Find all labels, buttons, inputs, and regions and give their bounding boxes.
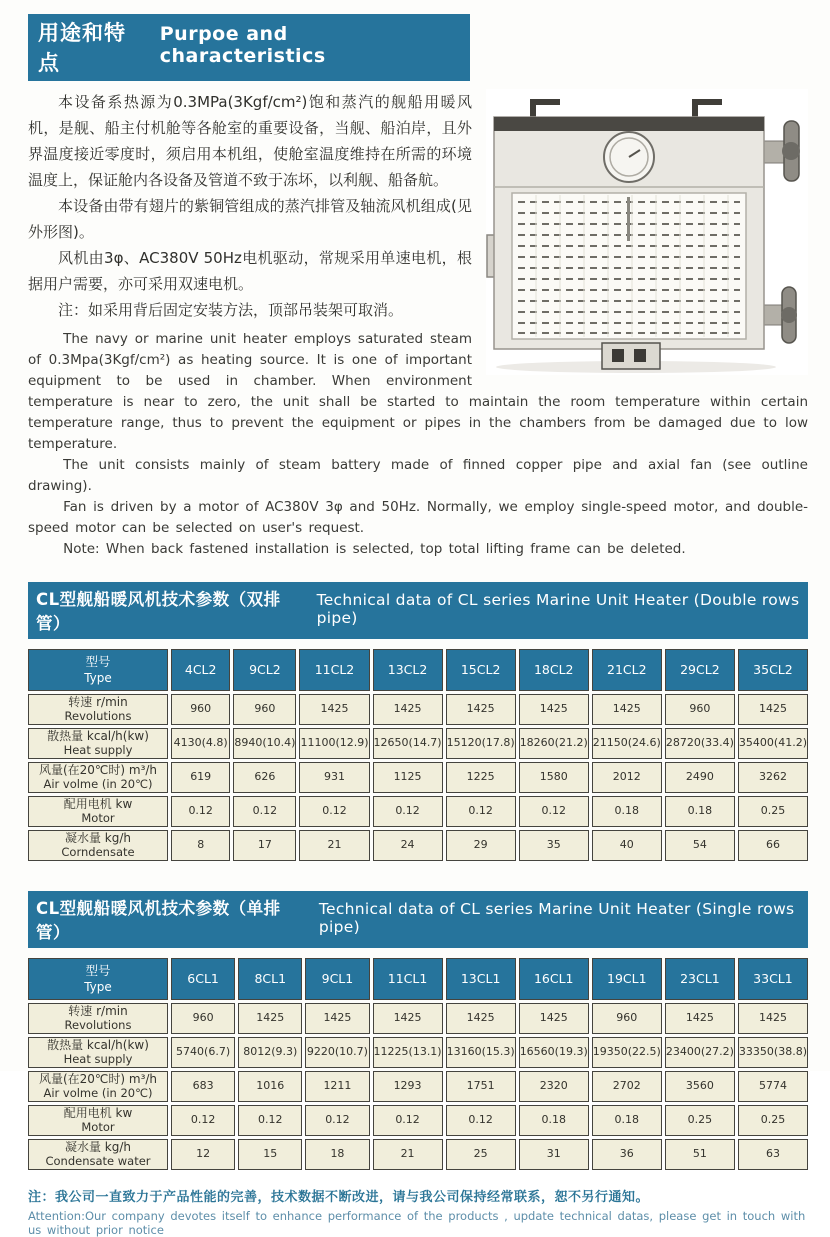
value-cell: 0.12 xyxy=(238,1105,302,1136)
value-cell: 19350(22.5) xyxy=(592,1037,662,1068)
value-cell: 8 xyxy=(171,830,230,861)
value-cell: 9220(10.7) xyxy=(305,1037,369,1068)
value-cell: 683 xyxy=(171,1071,235,1102)
table-title-en: Technical data of CL series Marine Unit Heater (Single rows pipe) xyxy=(318,900,795,936)
value-cell: 0.12 xyxy=(299,796,369,827)
value-cell: 36 xyxy=(592,1139,662,1170)
value-cell: 4130(4.8) xyxy=(171,728,230,759)
value-cell: 28720(33.4) xyxy=(665,728,735,759)
row-label-cell: 风量(在20℃时) m³/h Air volme (in 20℃) xyxy=(28,762,168,793)
data-table-double-rows xyxy=(28,649,808,861)
type-header-cell: 型号 Type xyxy=(28,958,168,1000)
value-cell: 960 xyxy=(233,694,296,725)
value-cell: 960 xyxy=(171,1003,235,1034)
model-header-cell: 11CL1 xyxy=(373,958,443,1000)
row-label-cell: 配用电机 kw Motor xyxy=(28,796,168,827)
model-header-cell: 33CL1 xyxy=(738,958,808,1000)
value-cell: 619 xyxy=(171,762,230,793)
row-label-cell: 散热量 kcal/h(kw) Heat supply xyxy=(28,1037,168,1068)
value-cell: 0.18 xyxy=(519,1105,589,1136)
value-cell: 1425 xyxy=(738,694,808,725)
row-label-cell: 转速 r/min Revolutions xyxy=(28,1003,168,1034)
value-cell: 0.18 xyxy=(592,796,662,827)
value-cell: 33350(38.8) xyxy=(738,1037,808,1068)
value-cell: 2320 xyxy=(519,1071,589,1102)
value-cell: 1125 xyxy=(373,762,443,793)
value-cell: 25 xyxy=(446,1139,516,1170)
value-cell: 0.12 xyxy=(373,1105,443,1136)
value-cell: 960 xyxy=(665,694,735,725)
page-title-en: Purpoe and characteristics xyxy=(159,23,326,67)
model-header-cell: 11CL2 xyxy=(299,649,369,691)
value-cell: 5774 xyxy=(738,1071,808,1102)
value-cell: 18 xyxy=(305,1139,369,1170)
intro-paragraph-en-1: The navy or marine unit heater employs saturated steam of 0.3Mpa(3Kgf/cm²) as heating source. It is one of important equipment to be used in chamber. When environment temperature is near to zero, the unit shall be started to maintain the room temperature within certain temperature range, thus to prevent the equipment or pipes in the chambers from be damaged due to low temperature. xyxy=(28,331,808,452)
value-cell: 1425 xyxy=(373,1003,443,1034)
footer-note-en: Attention:Our company devotes itself to enhance performance of the products , update technical datas, please get in touch with us without prior notice xyxy=(28,1209,806,1237)
value-cell: 0.12 xyxy=(373,796,443,827)
value-cell: 40 xyxy=(592,830,662,861)
model-header-cell: 35CL2 xyxy=(738,649,808,691)
value-cell: 1425 xyxy=(446,1003,516,1034)
value-cell: 66 xyxy=(738,830,808,861)
value-cell: 2490 xyxy=(665,762,735,793)
value-cell: 35400(41.2) xyxy=(738,728,808,759)
intro-paragraph-en-2: The unit consists mainly of steam battery made of finned copper pipe and axial fan (see outline drawing). xyxy=(28,457,808,494)
table-title-zh: CL型舰船暖风机技术参数（单排管） xyxy=(36,899,281,942)
intro-note-en: Note: When back fastened installation is selected, top total lifting frame can be deleted. xyxy=(63,541,686,557)
table-title-en: Technical data of CL series Marine Unit Heater (Double rows pipe) xyxy=(316,591,800,627)
model-header-cell: 13CL1 xyxy=(446,958,516,1000)
value-cell: 1751 xyxy=(446,1071,516,1102)
value-cell: 2012 xyxy=(592,762,662,793)
value-cell: 960 xyxy=(592,1003,662,1034)
model-header-cell: 15CL2 xyxy=(446,649,516,691)
model-header-cell: 6CL1 xyxy=(171,958,235,1000)
data-table-single-rows xyxy=(28,958,808,1170)
model-header-cell: 9CL1 xyxy=(305,958,369,1000)
model-header-cell: 21CL2 xyxy=(592,649,662,691)
value-cell: 1425 xyxy=(592,694,662,725)
row-label-cell: 凝水量 kg/h Condensate water xyxy=(28,1139,168,1170)
value-cell: 24 xyxy=(373,830,443,861)
value-cell: 1580 xyxy=(519,762,589,793)
value-cell: 15120(17.8) xyxy=(446,728,516,759)
value-cell: 54 xyxy=(665,830,735,861)
row-label-cell: 风量(在20℃时) m³/h Air volme (in 20℃) xyxy=(28,1071,168,1102)
value-cell: 1425 xyxy=(373,694,443,725)
heater-illustration xyxy=(486,89,808,375)
value-cell: 15 xyxy=(238,1139,302,1170)
value-cell: 17 xyxy=(233,830,296,861)
value-cell: 63 xyxy=(738,1139,808,1170)
value-cell: 0.12 xyxy=(171,796,230,827)
table-section-double-rows xyxy=(28,582,808,861)
table-title-double-rows xyxy=(28,582,808,639)
intro-paragraph-zh-1: 本设备系热源为0.3MPa(3Kgf/cm²)饱和蒸汽的舰船用暖风机，是舰、船主付机舱等各舱室的重要设备，当舰、船泊岸，且外界温度接近零度时，须启用本机组，使舱室温度维持在所需的环境温度上，保证舱内各设备及管道不致于冻坏，以利舰、船备航。 xyxy=(28,93,472,189)
value-cell: 1225 xyxy=(446,762,516,793)
value-cell: 12650(14.7) xyxy=(373,728,443,759)
value-cell: 931 xyxy=(299,762,369,793)
model-header-cell: 29CL2 xyxy=(665,649,735,691)
value-cell: 0.12 xyxy=(171,1105,235,1136)
row-label-cell: 凝水量 kg/h Corndensate xyxy=(28,830,168,861)
model-header-cell: 8CL1 xyxy=(238,958,302,1000)
value-cell: 0.25 xyxy=(665,1105,735,1136)
page-title xyxy=(28,14,470,81)
table-section-single-rows xyxy=(28,891,808,1170)
model-header-cell: 23CL1 xyxy=(665,958,735,1000)
value-cell: 626 xyxy=(233,762,296,793)
value-cell: 0.18 xyxy=(592,1105,662,1136)
row-label-cell: 散热量 kcal/h(kw) Heat supply xyxy=(28,728,168,759)
value-cell: 0.12 xyxy=(233,796,296,827)
footer-note-zh: 注：我公司一直致力于产品性能的完善，技术数据不断改进，请与我公司保持经常联系，恕不另行通知。 xyxy=(28,1190,650,1205)
value-cell: 21150(24.6) xyxy=(592,728,662,759)
value-cell: 1425 xyxy=(305,1003,369,1034)
value-cell: 0.12 xyxy=(446,1105,516,1136)
value-cell: 1425 xyxy=(738,1003,808,1034)
value-cell: 18260(21.2) xyxy=(519,728,589,759)
footer-notes xyxy=(28,1186,808,1237)
value-cell: 1425 xyxy=(519,694,589,725)
page-title-zh: 用途和特点 xyxy=(38,21,126,75)
model-header-cell: 4CL2 xyxy=(171,649,230,691)
table-title-single-rows xyxy=(28,891,808,948)
intro-note-zh: 注：如采用背后固定安装方法，顶部吊装架可取消。 xyxy=(58,301,404,319)
model-header-cell: 9CL2 xyxy=(233,649,296,691)
value-cell: 13160(15.3) xyxy=(446,1037,516,1068)
value-cell: 11100(12.9) xyxy=(299,728,369,759)
value-cell: 29 xyxy=(446,830,516,861)
value-cell: 8940(10.4) xyxy=(233,728,296,759)
value-cell: 11225(13.1) xyxy=(373,1037,443,1068)
intro-paragraph-zh-3: 风机由3φ、AC380V 50Hz电机驱动，常规采用单速电机，根据用户需要，亦可采用双速电机。 xyxy=(28,249,472,293)
value-cell: 1425 xyxy=(238,1003,302,1034)
value-cell: 3262 xyxy=(738,762,808,793)
model-header-cell: 16CL1 xyxy=(519,958,589,1000)
model-header-cell: 19CL1 xyxy=(592,958,662,1000)
model-header-cell: 13CL2 xyxy=(373,649,443,691)
value-cell: 31 xyxy=(519,1139,589,1170)
value-cell: 35 xyxy=(519,830,589,861)
value-cell: 1425 xyxy=(299,694,369,725)
value-cell: 0.25 xyxy=(738,796,808,827)
value-cell: 51 xyxy=(665,1139,735,1170)
value-cell: 5740(6.7) xyxy=(171,1037,235,1068)
value-cell: 1425 xyxy=(446,694,516,725)
table-title-zh: CL型舰船暖风机技术参数（双排管） xyxy=(36,590,281,633)
intro-paragraph-zh-2: 本设备由带有翅片的紫铜管组成的蒸汽排管及轴流风机组成(见外形图)。 xyxy=(28,197,472,241)
value-cell: 0.12 xyxy=(519,796,589,827)
intro-paragraph-en-3: Fan is driven by a motor of AC380V 3φ and 50Hz. Normally, we employ single-speed motor, and double-speed motor can be selected on user's request. xyxy=(28,499,808,536)
row-label-cell: 转速 r/min Revolutions xyxy=(28,694,168,725)
value-cell: 1425 xyxy=(519,1003,589,1034)
product-photo xyxy=(486,89,808,375)
value-cell: 2702 xyxy=(592,1071,662,1102)
model-header-cell: 18CL2 xyxy=(519,649,589,691)
value-cell: 0.25 xyxy=(738,1105,808,1136)
value-cell: 0.12 xyxy=(305,1105,369,1136)
row-label-cell: 配用电机 kw Motor xyxy=(28,1105,168,1136)
value-cell: 8012(9.3) xyxy=(238,1037,302,1068)
value-cell: 1425 xyxy=(665,1003,735,1034)
value-cell: 21 xyxy=(299,830,369,861)
value-cell: 1016 xyxy=(238,1071,302,1102)
value-cell: 1293 xyxy=(373,1071,443,1102)
value-cell: 0.18 xyxy=(665,796,735,827)
intro-section xyxy=(28,89,808,560)
value-cell: 12 xyxy=(171,1139,235,1170)
type-header-cell: 型号 Type xyxy=(28,649,168,691)
value-cell: 21 xyxy=(373,1139,443,1170)
value-cell: 16560(19.3) xyxy=(519,1037,589,1068)
value-cell: 3560 xyxy=(665,1071,735,1102)
value-cell: 23400(27.2) xyxy=(665,1037,735,1068)
value-cell: 1211 xyxy=(305,1071,369,1102)
value-cell: 0.12 xyxy=(446,796,516,827)
value-cell: 960 xyxy=(171,694,230,725)
